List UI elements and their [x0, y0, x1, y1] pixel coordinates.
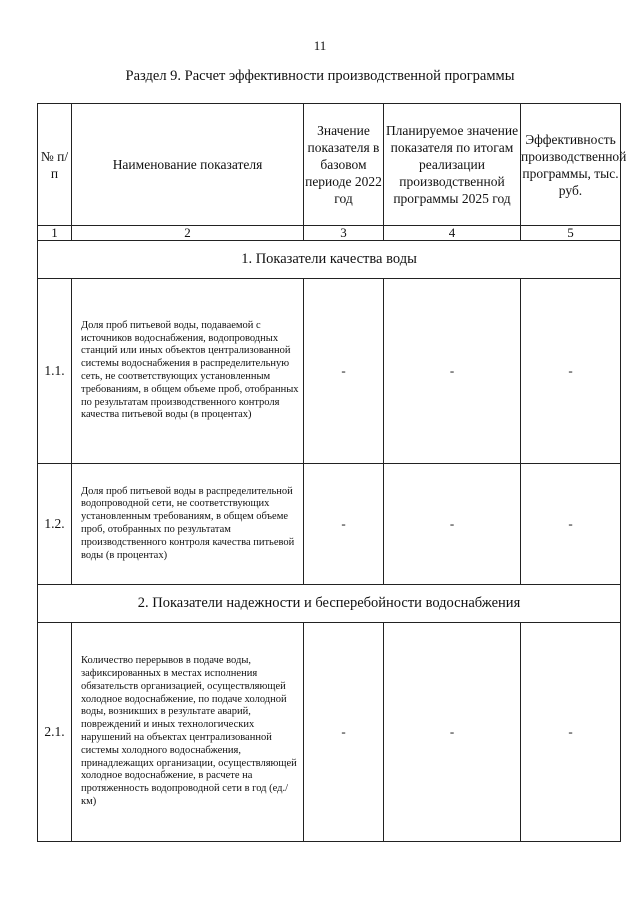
- indicator-name: Доля проб питьевой воды, подаваемой с источников водоснабжения, водопроводных станций или иных объектов централизованной системы водоснабжения в распределительную сеть, не соответствующих установленным требованиям, в общем объеме проб, отобранных по результатам производственного контроля качества питьевой воды (в процентах): [72, 279, 304, 464]
- section-row: [38, 241, 621, 279]
- table-row: [38, 279, 621, 464]
- table-header-row: [38, 104, 621, 226]
- indicator-name: Количество перерывов в подаче воды, зафиксированных в местах исполнения обязательств организацией, осуществляющей холодное водоснабжение, по подаче холодной воды, возникших в результате аварий, повреждений и иных технологических нарушений на объектах централизованной системы холодного водоснабжения, принадлежащих организации, осуществляющей холодное водоснабжение, в расчете на протяженность водопроводной сети в год (ед./км): [72, 623, 304, 842]
- column-number: 5: [521, 226, 621, 241]
- section-row: [38, 585, 621, 623]
- base-value: -: [304, 464, 384, 585]
- indicator-name: Доля проб питьевой воды в распределительной водопроводной сети, не соответствующих установленным требованиям, в общем объеме проб, отобранных по результатам производственного контроля качества питьевой воды (в процентах): [72, 464, 304, 585]
- page-number: 11: [313, 38, 327, 53]
- planned-value: -: [384, 623, 521, 842]
- column-number-row: [38, 226, 621, 241]
- efficiency-value: -: [521, 279, 621, 464]
- planned-value: -: [384, 464, 521, 585]
- efficiency-value: -: [521, 623, 621, 842]
- header-planned-value: Планируемое значение показателя по итогам реализации производственной программы 2025 год: [384, 104, 521, 226]
- header-indicator-name: Наименование показателя: [72, 104, 304, 226]
- column-number: 4: [384, 226, 521, 241]
- row-number: 2.1.: [38, 623, 72, 842]
- column-number: 2: [72, 226, 304, 241]
- column-number: 3: [304, 226, 384, 241]
- header-base-value: Значение показателя в базовом периоде 2022 год: [304, 104, 384, 226]
- table-row: [38, 464, 621, 585]
- row-number: 1.1.: [38, 279, 72, 464]
- header-efficiency: Эффективность производственной программы, тыс. руб.: [521, 104, 621, 226]
- column-number: 1: [38, 226, 72, 241]
- section-title: Раздел 9. Расчет эффективности производственной программы: [125, 68, 515, 84]
- section-heading: 1. Показатели качества воды: [38, 241, 621, 279]
- table-row: [38, 623, 621, 842]
- row-number: 1.2.: [38, 464, 72, 585]
- base-value: -: [304, 623, 384, 842]
- efficiency-value: -: [521, 464, 621, 585]
- planned-value: -: [384, 279, 521, 464]
- header-row-number: № п/п: [38, 104, 72, 226]
- section-heading: 2. Показатели надежности и бесперебойности водоснабжения: [38, 585, 621, 623]
- efficiency-table: [37, 103, 627, 842]
- base-value: -: [304, 279, 384, 464]
